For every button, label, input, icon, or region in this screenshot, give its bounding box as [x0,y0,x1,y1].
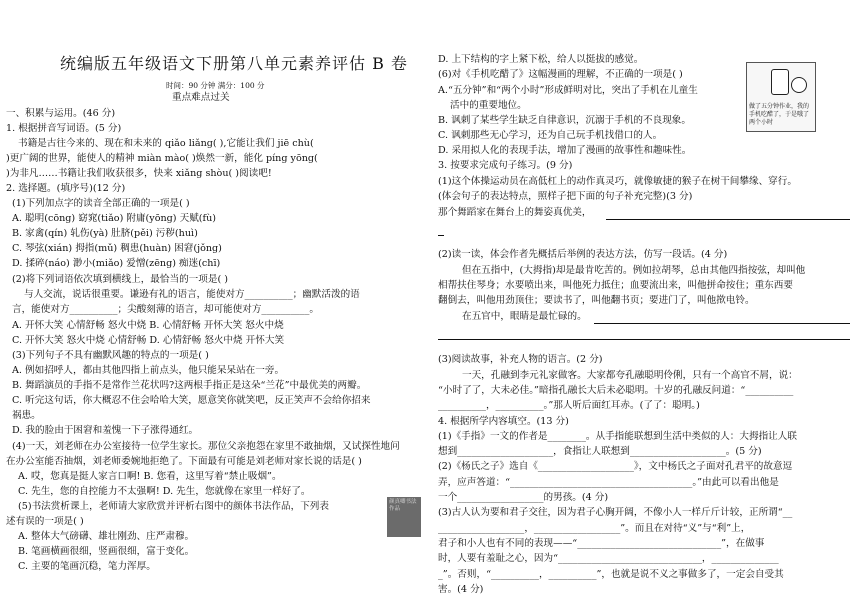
q1-heading: 1. 根据拼音写词语。(5 分) [6,123,122,134]
q2-6-option-b: B. 讽刺了某些学生缺乏自律意识，沉溺于手机的不良现象。 [438,115,691,126]
q2-3-option-c-cont: 祸患。 [12,410,41,421]
face-icon [791,77,807,93]
q2-4-options-ab: A. 哎，您真是挺人家言口啊! B. 您看，这里写着“禁止吸烟”。 [18,471,282,482]
q3-1-stem: (1)这个体操运动员在高低杠上的动作真灵巧，就像敏捷的猴子在树干间攀缘、穿行。 [438,176,797,187]
phone-cartoon-image [746,62,816,132]
q2-2-options-ab: A. 开怀大笑 心情舒畅 怒火中烧 B. 心情舒畅 开怀大笑 怒火中烧 [12,320,284,331]
q2-5-option-b: B. 笔画横画很细，竖画很细，富于变化。 [18,546,195,557]
section-subtitle: 重点难点过关 [172,92,230,103]
q2-2-line-1: 与人交流，说话很重要。谦逊有礼的语言，能使对方__________；幽默活泼的语 [24,289,360,300]
q2-6-option-d: D. 采用拟人化的表现手法，增加了漫画的故事性和趣味性。 [438,145,692,156]
q4-3-line-1: (3)古人认为要和君子交往，因为君子心胸开阔，不像小人一样斤斤计较，正所谓“__ [438,507,793,518]
q3-1-instruction: (体会句子的表达特点，照样子把下面的句子补充完整)(3 分) [438,191,693,202]
q3-2-answer-line-2[interactable] [438,339,850,340]
q3-1-answer-line-2[interactable] [438,235,444,236]
q1-line-1: 书籍是古往今来的、现在和未来的 qiǎo liǎng( ),它能让我们 jiē chù( [18,138,314,149]
q2-3-option-c: C. 听完这句话，你大概忍不住会哈哈大笑，愿意笑你就笑吧，反正笑声不会给你招来 [12,395,371,406]
q2-5-option-d: D. 上下结构的字上紧下松，给人以挺拔的感觉。 [438,54,644,65]
q1-line-2: )更广阔的世界，能使人的精神 miàn mào( )焕然一新，能化 píng yōng( [6,153,318,164]
q2-1-option-c: C. 琴弦(xián) 拇指(mǔ) 稠患(huàn) 困窘(jǒng) [12,243,222,254]
q2-5-stem: (5)书法赏析课上，老师请大家欣赏并评析右图中的颜体书法作品，下列表 [18,501,329,512]
q2-4-stem: (4)一天，刘老师在办公室接待一位学生家长。那位父亲抱怨在家里不敢抽烟，又试探性地问 [12,441,400,452]
section-1-heading: 一、积累与运用。(46 分) [6,108,116,119]
q2-5-option-c: C. 主要的笔画沉稳，笔力浑厚。 [18,561,156,572]
q3-2-prompt: 在五官中，眼睛是最忙碌的。 [462,311,587,322]
phone-icon [771,69,789,95]
q2-6-stem: (6)对《手机吃醋了》这幅漫画的理解，不正确的一项是( ) [438,69,683,80]
q3-3-stem: (3)阅读故事，补充人物的语言。(2 分) [438,354,603,365]
q3-3-story-3: __________，__________。”那人听后面红耳赤。(了了：聪明。) [438,400,700,411]
q1-line-3: )为非凡……书籍让我们收获很多，快来 xiǎng shòu( )阅读吧! [6,168,272,179]
q4-3-line-4: 时，人要有羞耻之心，因为“______________________________，______________ [438,553,779,564]
q2-2-stem: (2)将下列词语依次填到横线上，最恰当的一项是( ) [12,274,228,285]
cartoon-caption: 做了五分钟作业，我的手机吃醋了，于是哦了两个小时 [749,103,810,126]
q2-4-stem-cont: 在办公室能否抽烟，刘老师委婉地拒绝了。下面最有可能是刘老师对家长说的话是( ) [6,456,362,467]
q4-3-line-6: 害。(4 分) [438,584,484,595]
q2-6-option-a-cont: 活中的重要地位。 [450,100,527,111]
q3-1-prompt: 那个舞蹈家在舞台上的舞姿真优美， [438,207,592,218]
q3-1-answer-line[interactable] [606,219,850,220]
q2-1-option-a: A. 聪明(cōng) 窈窕(tiǎo) 附庸(yōng) 天赋(fù) [12,213,217,224]
q2-6-option-a: A.“五分钟”和“两个小时”形成鲜明对比，突出了手机在儿童生 [438,85,698,96]
page-title: 统编版五年级语文下册第八单元素养评估 B 卷 [60,54,408,73]
q2-6-option-c: C. 讽刺那些无心学习，还为自己玩手机找借口的人。 [438,130,663,141]
q4-2-line-1: (2)《杨氏之子》选自《____________________》，文中杨氏之子面对孔君平的故意逗 [438,461,793,472]
q3-2-passage-2: 相帮扶住琴身；水要喷出来，叫他死力抵住；血要流出来，叫他拼命按住；重东西要 [438,280,793,291]
q2-3-option-d: D. 我的脸由于困窘和羞愧一下子涨得通红。 [12,425,199,436]
q4-heading: 4. 根据所学内容填空。(13 分) [438,416,569,427]
q3-2-stem: (2)读一读，体会作者先概括后举例的表达方法，仿写一段话。(4 分) [438,249,728,260]
q4-1-line-2: 想到____________________，食指让人联想到____________________。(5 分) [438,446,762,457]
q4-3-line-2: __________________，__________________”。而且在对待“义”与“利”上， [438,523,751,534]
q3-2-passage-1: 但在五指中，(大拇指)却是最肯吃苦的。例如拉胡琴，总由其他四指按弦，却叫他 [462,265,806,276]
q3-3-story-1: 一天，孔融到李元礼家做客。大家都夸孔融聪明伶俐，只有一个高官不屑，说： [462,370,798,381]
q4-2-line-3: 一个__________________的男孩。(4 分) [438,492,609,503]
q4-2-line-2: 弄，应声答道：“______________________________________。”由此可以看出他是 [438,477,779,488]
q2-1-option-b: B. 家禽(qín) 轧伤(yà) 肚脐(pěi) 污秽(huì) [12,228,198,239]
q4-1-line-1: (1)《手指》一文的作者是________。从手指能联想到生活中类似的人：大拇指让人联 [438,431,797,442]
q2-1-option-d: D. 揉碎(náo) 渺小(miǎo) 爱憎(zēng) 痴迷(chī) [12,258,221,269]
q2-4-options-cd: C. 先生，您的自控能力不太强啊! D. 先生，您就像在家里一样好了。 [18,486,311,497]
q2-3-option-a: A. 例如招呼人，都由其他四指上前点头，他只能呆呆站在一旁。 [12,365,285,376]
q2-5-option-a: A. 整体大气磅礴、雄壮刚劲、庄严肃穆。 [18,531,195,542]
q4-3-line-3: 君子和小人也有不同的表现——“______________________________”，在做事 [438,538,765,549]
q2-2-line-2: 言，能使对方__________；尖酸刻薄的语言，却可能使对方__________。 [12,304,319,315]
q2-2-options-cd: C. 开怀大笑 怒火中烧 心情舒畅 D. 心情舒畅 怒火中烧 开怀大笑 [12,335,285,346]
q3-2-answer-line-1[interactable] [594,323,850,324]
q2-3-stem: (3)下列句子不具有幽默风趣的特点的一项是( ) [12,350,209,361]
q3-heading: 3. 按要求完成句子练习。(9 分) [438,160,573,171]
q2-1-stem: (1)下列加点字的读音全部正确的一项是( ) [12,198,190,209]
calligraphy-text: 颜真卿书法作品 [389,499,417,512]
q2-5-stem-cont: 述有误的一项是( ) [6,516,84,527]
calligraphy-image [387,497,421,537]
q2-heading: 2. 选择题。(填序号)(12 分) [6,183,126,194]
exam-meta: 时间：90 分钟 满分：100 分 [166,81,265,90]
q4-3-line-5: _”。否则，“__________，__________”，也就是说不义之事做多了，一定会自受其 [438,569,784,580]
q3-3-story-2: “小时了了，大未必佳。”暗指孔融长大后未必聪明。十岁的孔融反问道：“__________ [438,385,794,396]
q3-2-passage-3: 翻倒去，叫他用劲顶住；要读书了，叫他翻书页；要进门了，叫他揿电铃。 [438,295,755,306]
q2-3-option-b: B. 舞蹈演员的手指不是常作兰花状吗?这两根手指正是这朵“兰花”中最优美的两瓣。 [12,380,367,391]
